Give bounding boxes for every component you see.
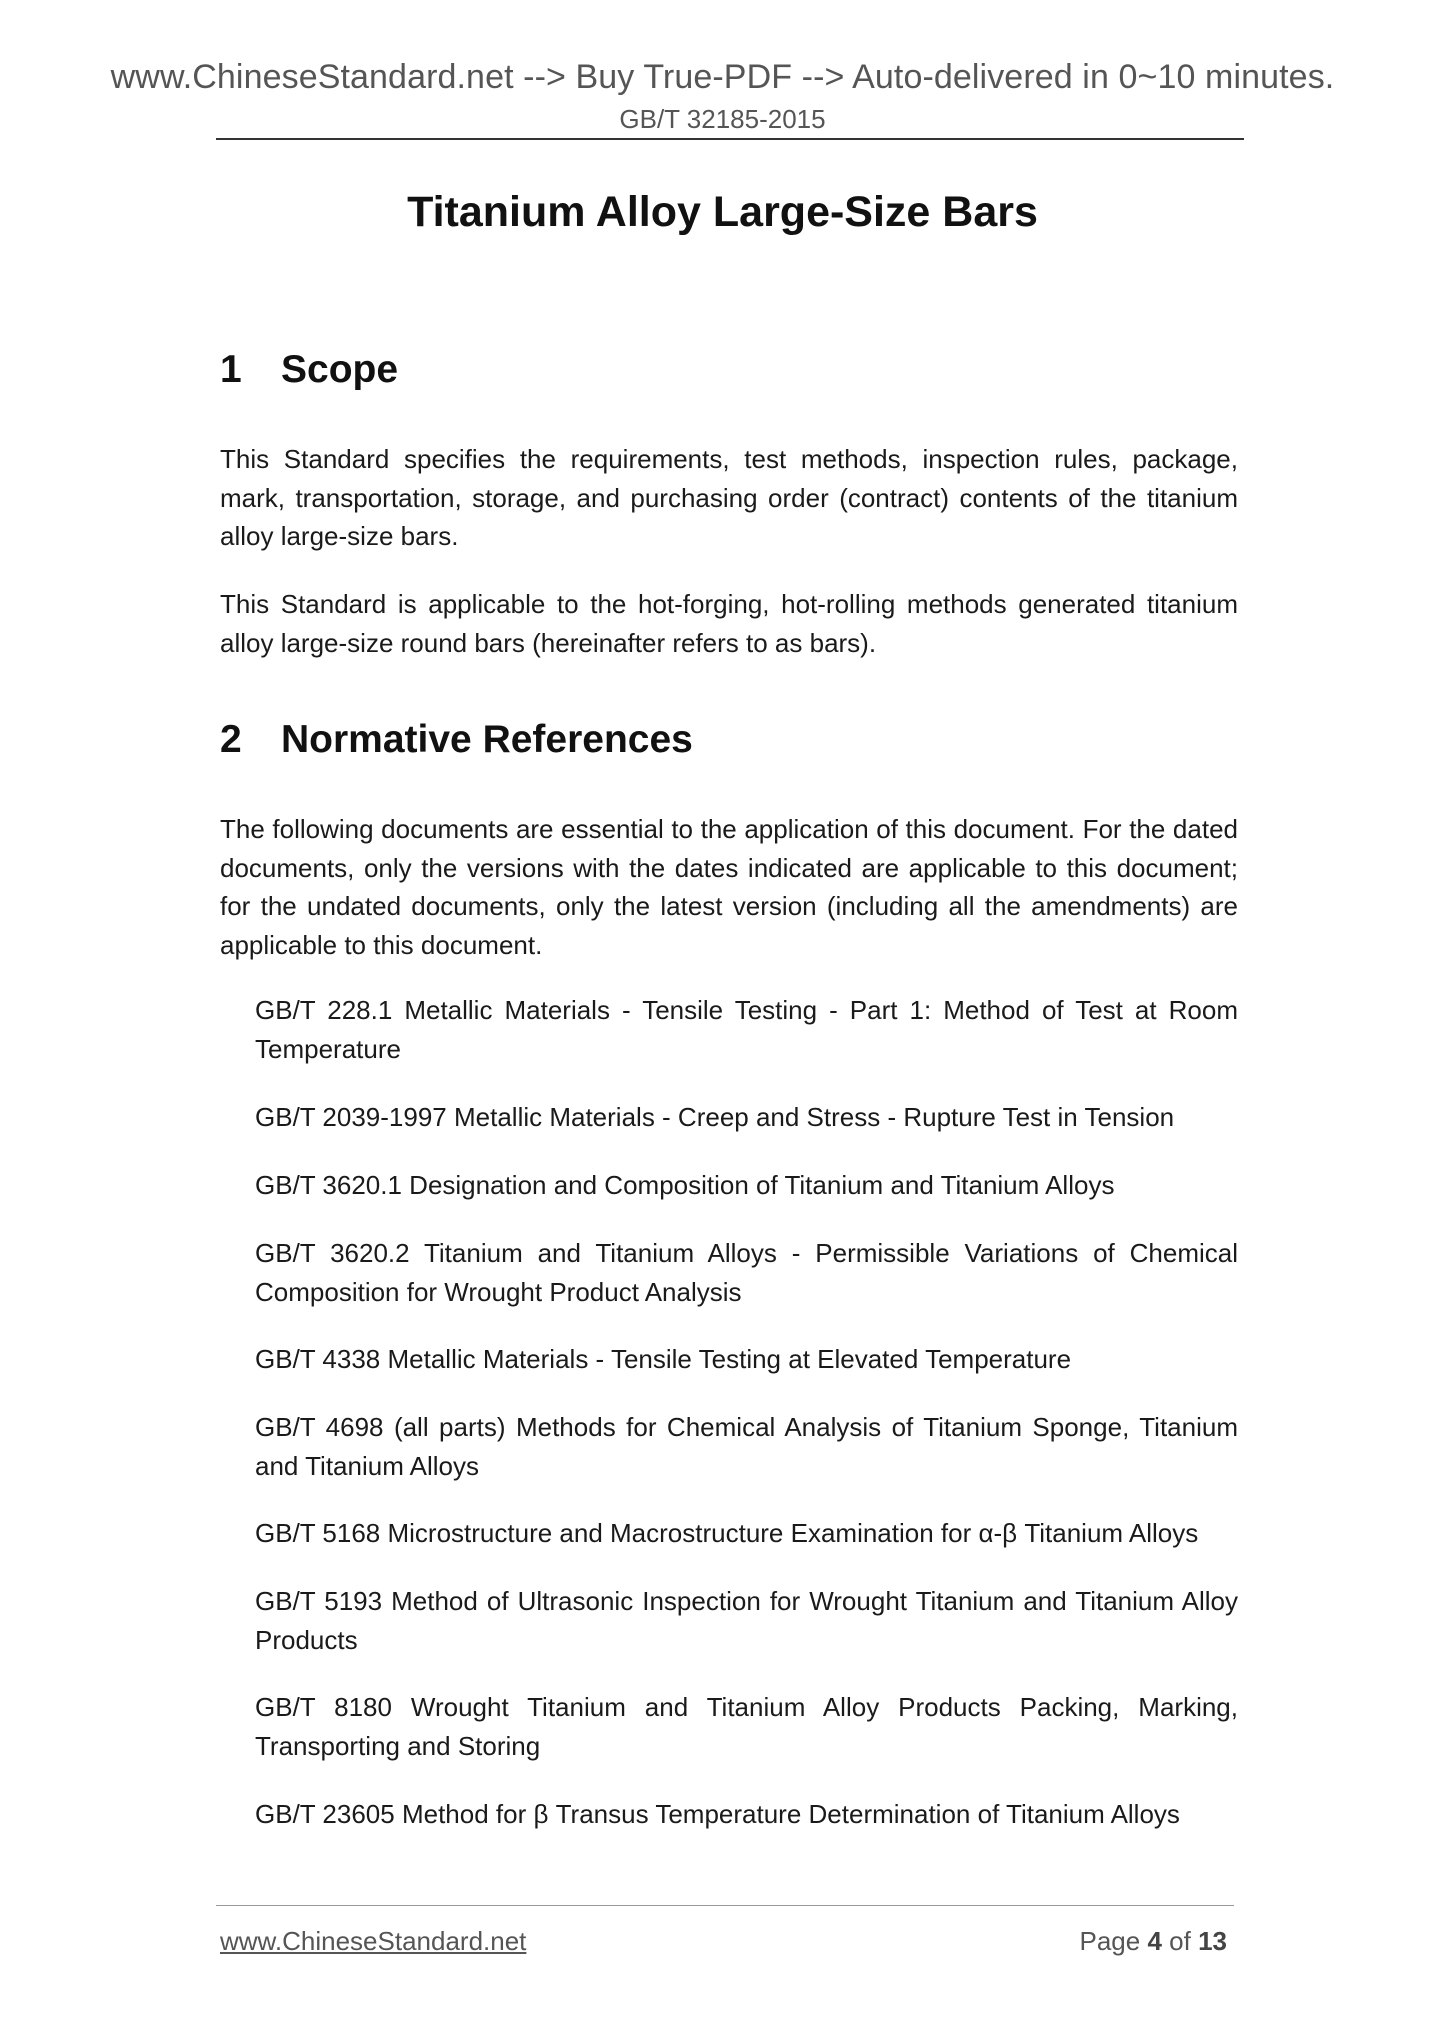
page-number — [1079, 1926, 1227, 1957]
section-heading-scope — [220, 348, 398, 392]
standard-code: GB/T 32185-2015 — [619, 104, 826, 134]
page-total: 13 — [1198, 1926, 1227, 1956]
scope-paragraph: This Standard specifies the requirements, test methods, inspection rules, package, mark, transportation, storage, and purchasing order (contract) contents of the titanium alloy large-size bars. — [220, 444, 1238, 551]
footer-website-link[interactable]: www.ChineseStandard.net — [220, 1926, 527, 1956]
page-current: 4 — [1147, 1926, 1162, 1956]
reference-item: GB/T 3620.1 Designation and Composition of Titanium and Titanium Alloys — [255, 1170, 1115, 1200]
reference-item: GB/T 2039-1997 Metallic Materials - Creep and Stress - Rupture Test in Tension — [255, 1102, 1175, 1132]
section-title: Normative References — [281, 718, 693, 761]
section-heading-normative-references — [220, 718, 693, 762]
footer-divider — [216, 1905, 1234, 1906]
page-label: Page — [1079, 1926, 1141, 1956]
section-title: Scope — [281, 348, 399, 391]
reference-item: GB/T 3620.2 Titanium and Titanium Alloys - Permissible Variations of Chemical Composition for Wrought Product Analysis — [255, 1238, 1238, 1307]
reference-item: GB/T 8180 Wrought Titanium and Titanium Alloy Products Packing, Marking, Transporting and Storing — [255, 1692, 1238, 1761]
document-title: Titanium Alloy Large-Size Bars — [407, 188, 1038, 236]
top-banner[interactable]: www.ChineseStandard.net --> Buy True-PDF --> Auto-delivered in 0~10 minutes. — [110, 58, 1335, 96]
reference-item: GB/T 23605 Method for β Transus Temperature Determination of Titanium Alloys — [255, 1799, 1180, 1829]
reference-item: GB/T 4698 (all parts) Methods for Chemical Analysis of Titanium Sponge, Titanium and Titanium Alloys — [255, 1412, 1238, 1481]
reference-item: GB/T 228.1 Metallic Materials - Tensile Testing - Part 1: Method of Test at Room Temperature — [255, 995, 1238, 1064]
reference-item: GB/T 5168 Microstructure and Macrostructure Examination for α-β Titanium Alloys — [255, 1518, 1199, 1548]
page-of-label: of — [1169, 1926, 1191, 1956]
header-divider — [216, 138, 1244, 140]
references-intro-paragraph: The following documents are essential to the application of this document. For the dated documents, only the versions with the dates indicated are applicable to this document; for the undated documents, only the latest version (including all the amendments) are applicable to this document. — [220, 814, 1238, 960]
reference-item: GB/T 5193 Method of Ultrasonic Inspection for Wrought Titanium and Titanium Alloy Products — [255, 1586, 1238, 1655]
section-number: 2 — [220, 718, 242, 761]
scope-paragraph: This Standard is applicable to the hot-forging, hot-rolling methods generated titanium alloy large-size round bars (hereinafter refers to as bars). — [220, 589, 1238, 658]
reference-item: GB/T 4338 Metallic Materials - Tensile Testing at Elevated Temperature — [255, 1344, 1072, 1374]
section-number: 1 — [220, 348, 242, 391]
